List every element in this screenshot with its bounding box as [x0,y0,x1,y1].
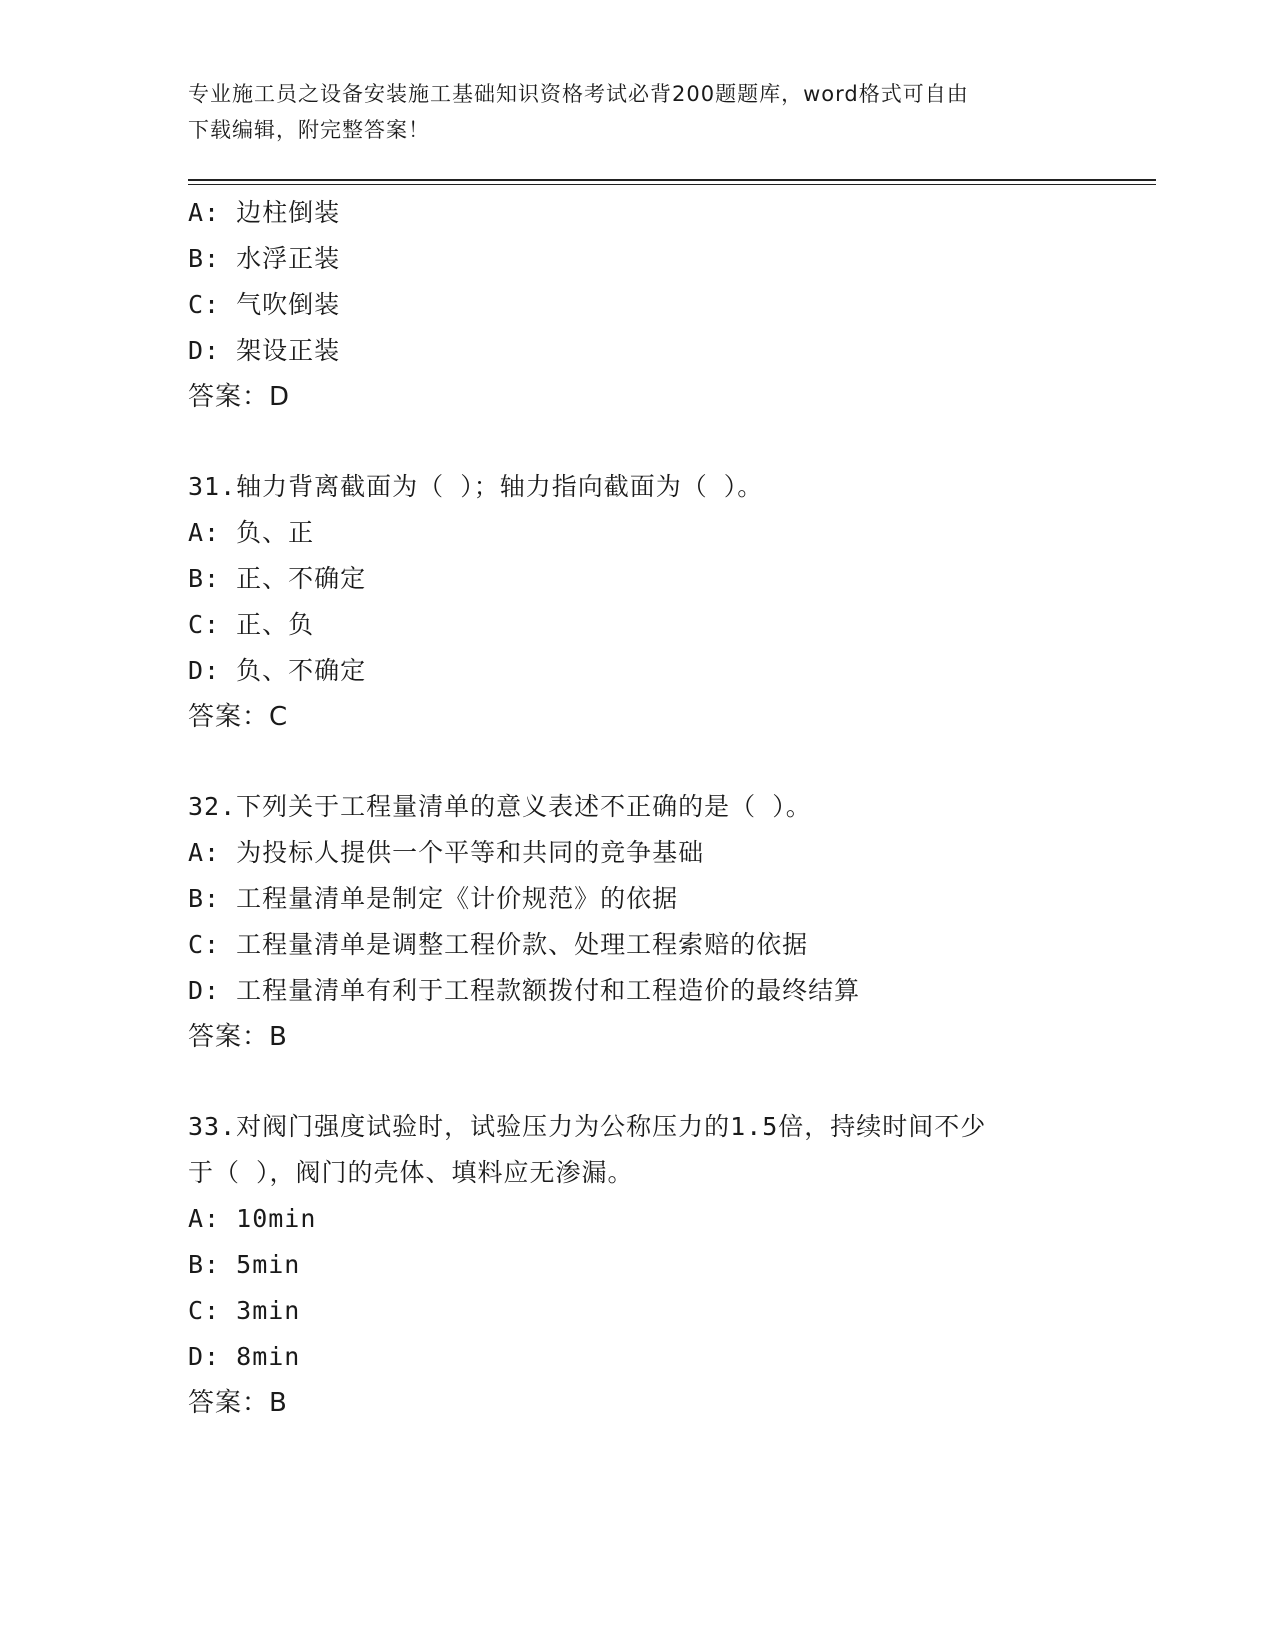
option-c: C: 3min [188,1296,301,1325]
option-a: A: 10min [188,1204,317,1233]
option-c: C: 正、负 [188,610,315,639]
answer-label: 答案：B [188,1388,288,1418]
header-divider-thick [188,179,1156,181]
option-b: B: 工程量清单是制定《计价规范》的依据 [188,884,679,913]
answer-label: 答案：C [188,702,289,732]
option-b: B: 5min [188,1250,301,1279]
answer-label: 答案：D [188,382,291,412]
option-b: B: 水浮正装 [188,244,341,273]
question-list [188,190,1088,1426]
option-d: D: 架设正装 [188,336,341,365]
question-stem: 31.轴力背离截面为（ ）；轴力指向截面为（ ）。 [188,472,764,501]
option-d: D: 负、不确定 [188,656,367,685]
document-header [188,76,1088,148]
option-a: A: 边柱倒装 [188,198,341,227]
question-stem-line-2: 于（ ），阀门的壳体、填料应无渗漏。 [188,1158,634,1187]
header-divider-thin [188,184,1156,185]
option-b: B: 正、不确定 [188,564,367,593]
spacer [188,420,1088,464]
question-31 [188,464,1088,740]
answer-label: 答案：B [188,1022,288,1052]
spacer [188,740,1088,784]
question-30-continued [188,190,1088,420]
option-d: D: 工程量清单有利于工程款额拨付和工程造价的最终结算 [188,976,861,1005]
spacer [188,1060,1088,1104]
question-32 [188,784,1088,1060]
header-line-1: 专业施工员之设备安装施工基础知识资格考试必背200题题库，word格式可自由 [188,82,969,106]
option-a: A: 为投标人提供一个平等和共同的竞争基础 [188,838,705,867]
option-c: C: 气吹倒装 [188,290,341,319]
option-a: A: 负、正 [188,518,315,547]
header-line-2: 下载编辑，附完整答案！ [188,118,430,142]
question-stem-line-1: 33.对阀门强度试验时，试验压力为公称压力的1.5倍，持续时间不少 [188,1112,987,1141]
question-stem: 32.下列关于工程量清单的意义表述不正确的是（ ）。 [188,792,812,821]
option-d: D: 8min [188,1342,301,1371]
option-c: C: 工程量清单是调整工程价款、处理工程索赔的依据 [188,930,809,959]
question-33 [188,1104,1088,1426]
